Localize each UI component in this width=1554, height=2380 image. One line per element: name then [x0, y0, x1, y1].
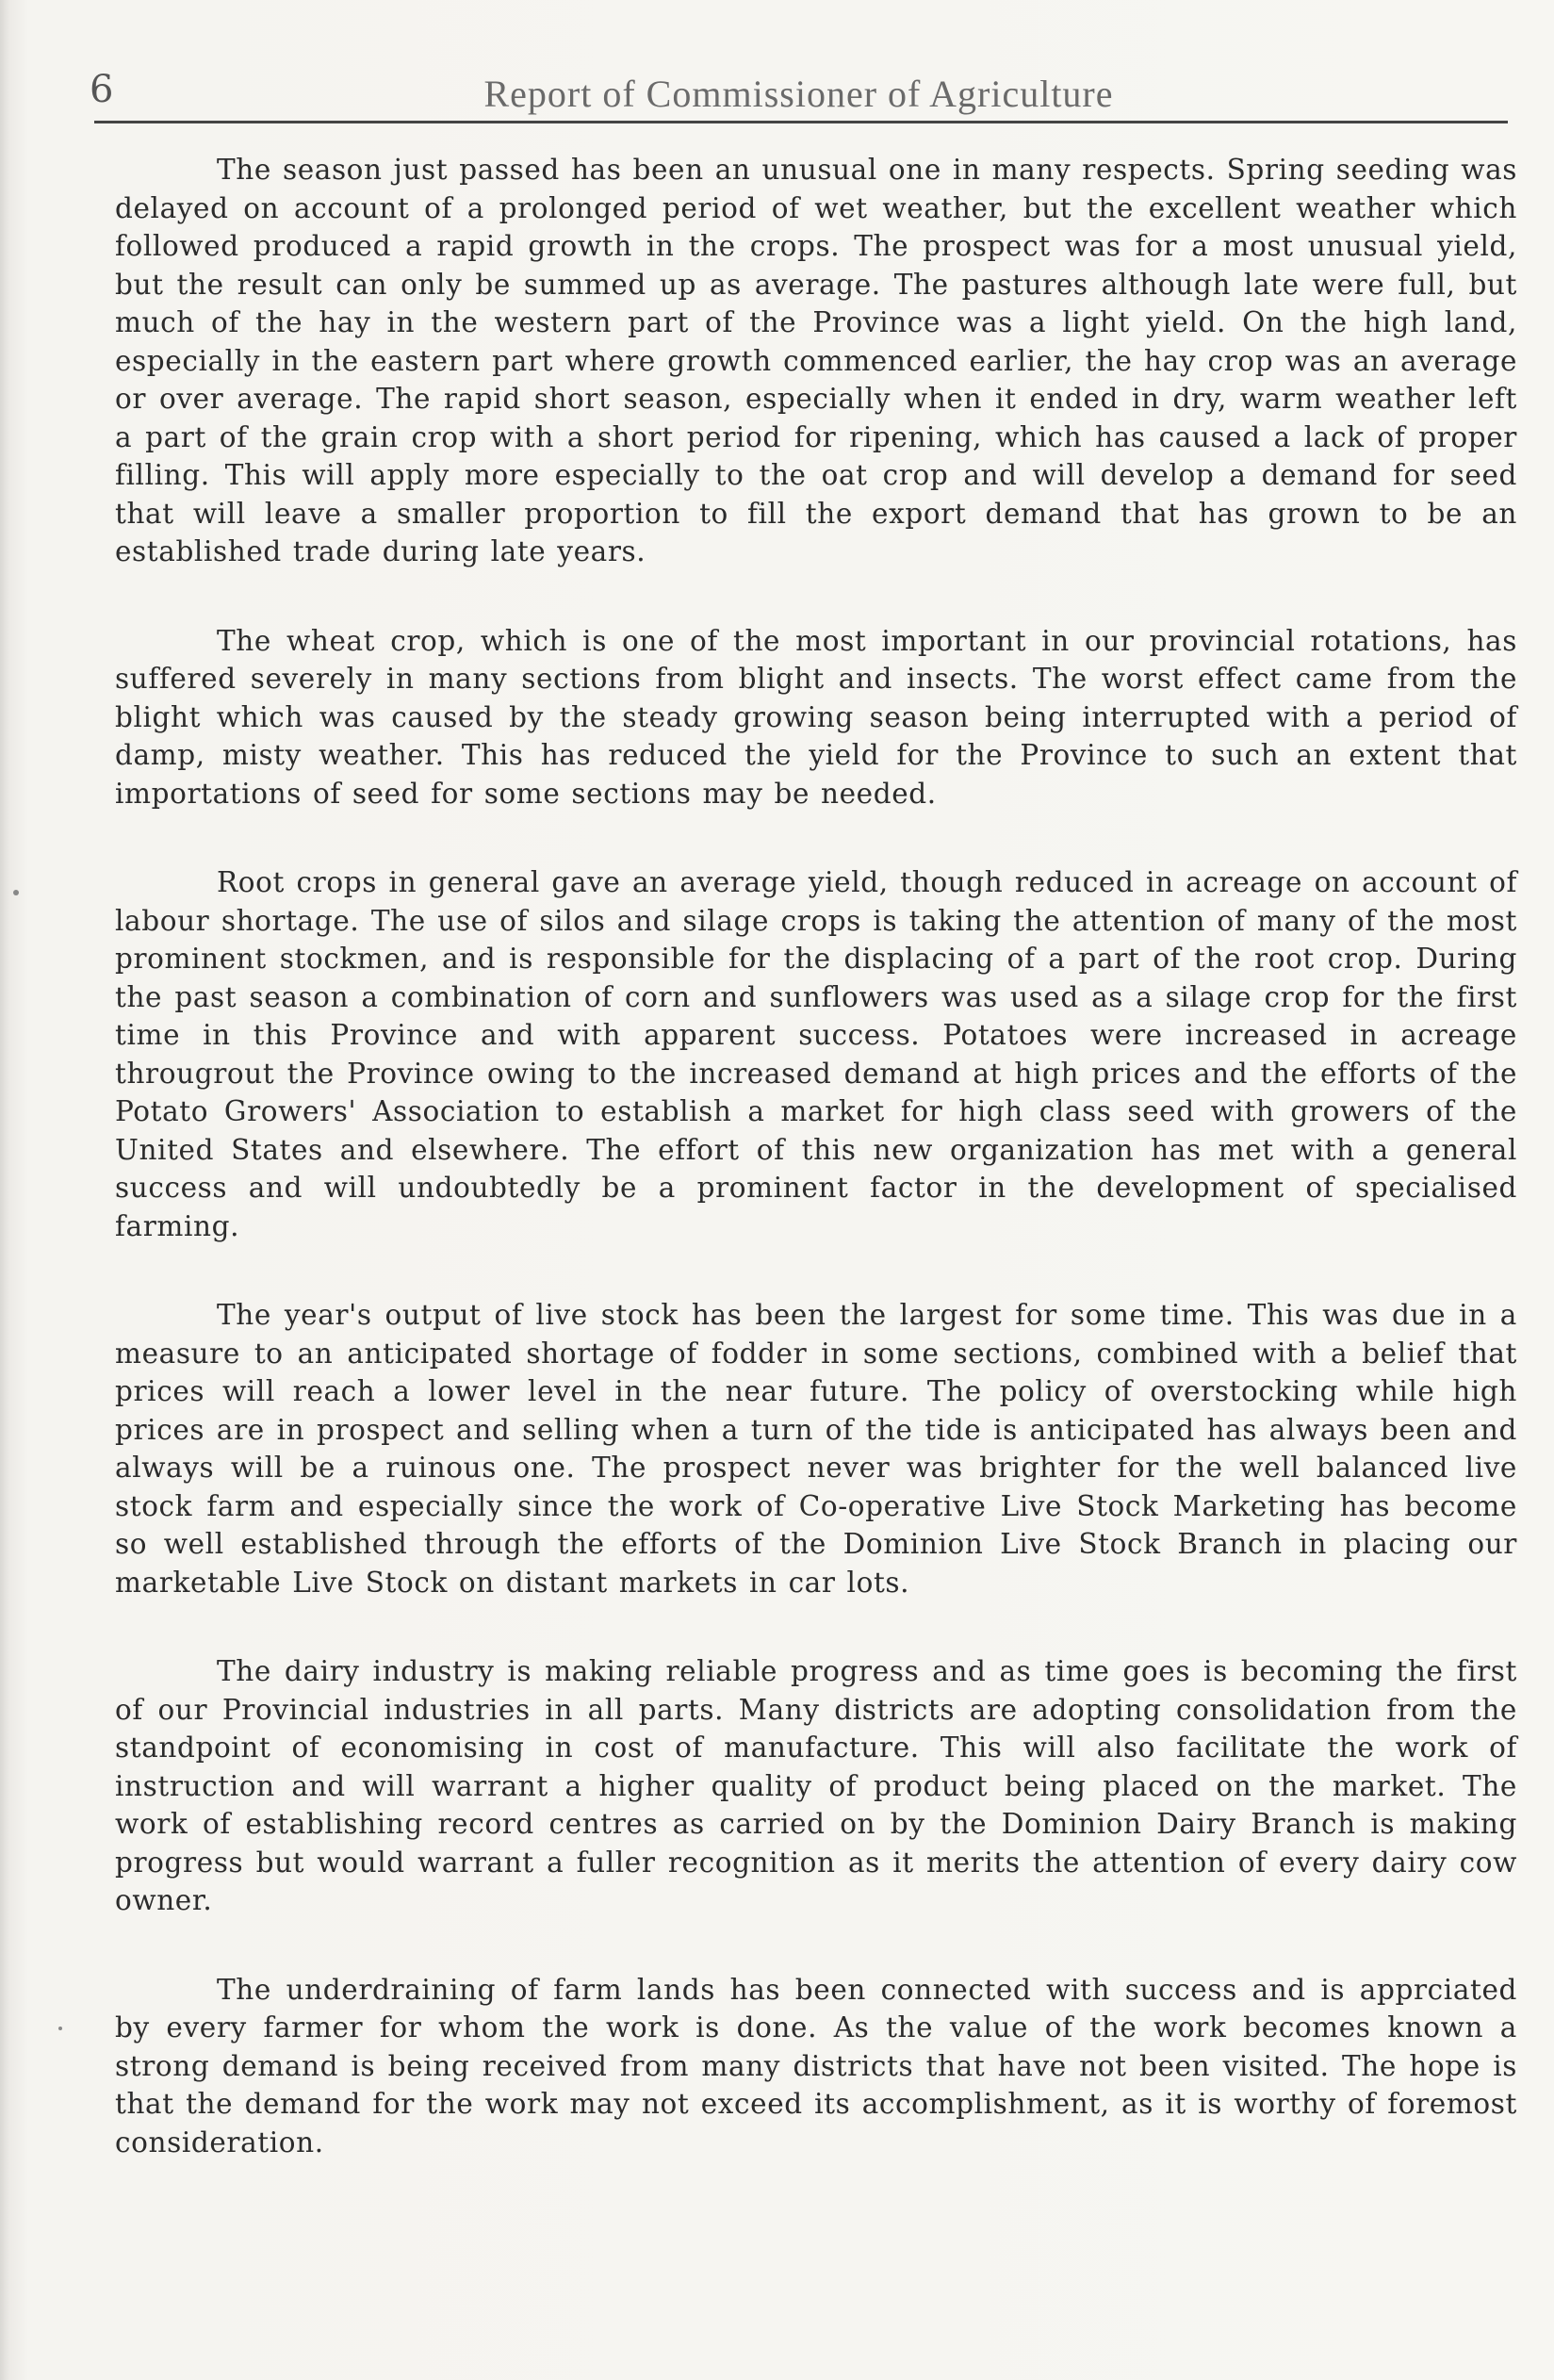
- page-header: [90, 58, 1508, 124]
- running-title: Report of Commissioner of Agriculture: [483, 73, 1114, 115]
- margin-speck: [58, 2027, 62, 2030]
- margin-speck: [13, 890, 19, 895]
- paragraph-dairy-industry: The dairy industry is making reliable progress and as time goes is becoming the first of our Provincial industries in all parts. Many districts are adopting consolidation from the standpoint of economising in cost of manufacture. This will also facilitate the work of instruction and will warrant a higher quality of product being placed on the market. The work of establishing record centres as carried on by the Dominion Dairy Branch is making progress but would warrant a fuller recognition as it merits the attention of every dairy cow owner.: [115, 1655, 1517, 1916]
- paragraph-wheat-crop: The wheat crop, which is one of the most important in our provincial rotations, has suffered severely in many sections from blight and insects. The worst effect came from the blight which was caused by the steady growing season being interrupted with a period of damp, misty weather. This has reduced the yield for the Province to such an extent that importations of seed for some sections may be needed.: [115, 624, 1517, 810]
- paragraph-live-stock: The year's output of live stock has been the largest for some time. This was due in a measure to an anticipated shortage of fodder in some sections, combined with a belief that prices will reach a lower level in the near future. The policy of overstocking while high prices are in prospect and selling when a turn of the tide is anticipated has always been and always will be a ruinous one. The prospect never was brighter for the well balanced live stock farm and especially since the work of Co-operative Live Stock Marketing has become so well established through the efforts of the Dominion Live Stock Branch in placing our marketable Live Stock on distant markets in car lots.: [115, 1299, 1517, 1599]
- paragraph-underdraining: The underdraining of farm lands has been connected with success and is apprciated by every farmer for whom the work is done. As the value of the work becomes known a strong demand is being received from many districts that have not been visited. The hope is that the demand for the work may not exceed its accomplishment, as it is worthy of foremost consideration.: [115, 1973, 1517, 2158]
- page-number: 6: [90, 68, 114, 111]
- document-body: [115, 151, 1517, 2212]
- paragraph-root-crops: Root crops in general gave an average yield, though reduced in acreage on account of labour shortage. The use of silos and silage crops is taking the attention of many of the most prominent stockmen, and is responsible for the displacing of a part of the root crop. During the past season a combination of corn and sunflowers was used as a silage crop for the first time in this Province and with apparent success. Potatoes were increased in acreage througrout the Province owing to the increased demand at high prices and the efforts of the Potato Growers' Association to establish a market for high class seed with growers of the United States and elsewhere. The effort of this new organization has met with a general success and will undoubtedly be a prominent factor in the development of specialised farming.: [115, 866, 1517, 1242]
- paragraph-season: The season just passed has been an unusual one in many respects. Spring seeding was delayed on account of a prolonged period of wet weather, but the excellent weather which followed produced a rapid growth in the crops. The prospect was for a most unusual yield, but the result can only be summed up as average. The pastures although late were full, but much of the hay in the western part of the Province was a light yield. On the high land, especially in the eastern part where growth commenced earlier, the hay crop was an average or over average. The rapid short season, especially when it ended in dry, warm weather left a part of the grain crop with a short period for ripening, which has caused a lack of proper filling. This will apply more especially to the oat crop and will develop a demand for seed that will leave a smaller proportion to fill the export demand that has grown to be an established trade during late years.: [115, 154, 1517, 567]
- header-rule: [94, 121, 1508, 123]
